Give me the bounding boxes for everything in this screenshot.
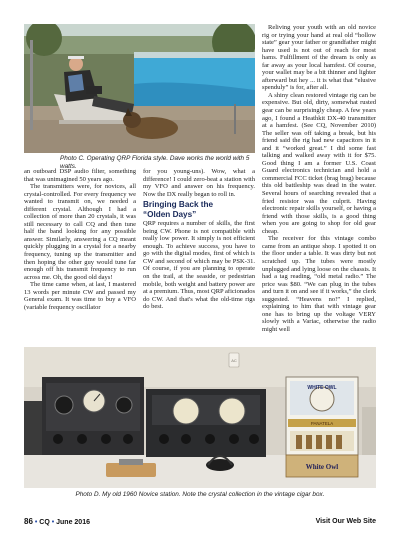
section-heading-line-1: Bringing Back the xyxy=(143,200,214,210)
magazine-name: CQ xyxy=(39,519,50,526)
col-right-para-2: A shiny clean restored vintage rig can be expensive. But old, dirty, somewhat rusted gear can be surprisingly cheap. A few years ago, I found a Heathkit DX-40 transmitter at a hamfest. (See CQ, November 2010) The seller was off taking a break, but his friend said the rig had new capacitors in it and it “worked great.” I did some fast talking and walked away with it for $75. Good thing I am a former U.S. Coast Guard electronics technician and hold a commercial FCC ticket (brag brag) because this old battleship was dead in the water. Several hours of searching revealed that a fried resistor was the culprit. Having electronic repair skills yourself, or having a friend with those skills, is a good thing when you are going to shop for old gear cheap. xyxy=(262,91,376,235)
outlet-label: AC xyxy=(231,358,237,363)
page-number: 86 xyxy=(24,517,33,526)
section-heading xyxy=(143,200,255,219)
body-column-right xyxy=(262,24,376,333)
footer-bullet-1: • xyxy=(34,519,38,526)
col-mid-intro: for you young-uns). Wow, what a difference! I could zero-beat a station with my VFO and answer on his frequency. Now the DX really began to roll in. xyxy=(143,168,255,198)
footer-left xyxy=(24,517,90,528)
footer-bullet-2: • xyxy=(51,519,55,526)
col-mid-body: QRP requires a number of skills, the first being CW. Phone is not compatible with really low power. It simply is not efficient enough. To achieve success, you have to go with the digital modes, first of which is CW and second of which may be PSK-31. Of course, if you are planning to operate on the trail, at the seaside, or pedestrian mobile, both weight and battery power are at a premium. Thus, most QRP aficionados do CW. And that's what the old-time rigs do best. xyxy=(143,220,255,311)
col-right-para-3: The receiver for this vintage combo came from an antique shop. I spotted it on the floor under a table. It was dirty but not scratched up. The tubes were mostly unplugged and lying loose on the chassis. It had a tag reading, “old metal radio.” The price was $80. “We can plug in the tubes and turn it on and see if it works,” the clerk suggested. “Heavens no!” I replied, explaining to him that with vintage gear one has to bring up the voltage VERY slowly with a Variac, otherwise the radio might well xyxy=(262,235,376,333)
photo-d-caption: Photo D. My old 1960 Novice station. Note the crystal collection in the vintage cigar box. xyxy=(75,491,325,498)
section-heading-line-2: “Olden Days” xyxy=(143,209,197,219)
col-left-para-1: an outboard DSP audio filter, something that was unimagined 50 years ago. xyxy=(24,168,136,183)
issue-date: June 2016 xyxy=(56,519,90,526)
footer-website-link[interactable]: Visit Our Web Site xyxy=(315,518,376,525)
photo-c-pool-operator xyxy=(24,24,255,153)
body-column-middle xyxy=(143,168,255,311)
photo-d-image xyxy=(24,347,376,488)
page-footer xyxy=(24,517,376,527)
photo-c-caption: Photo C. Operating QRP Florida style. Dave works the world with 5 watts. xyxy=(60,155,250,170)
col-left-para-3: The time came when, at last, I mastered 13 words per minute CW and passed my General exam. It was time to buy a VFO (variable frequency oscillator xyxy=(24,281,136,311)
cigar-box-front-label: White Owl xyxy=(305,463,339,471)
cigar-box-top-label: WHITE OWL xyxy=(307,385,337,391)
cigar-box-side-label: PANATELA xyxy=(310,421,334,426)
col-right-para-1: Reliving your youth with an old novice rig or trying your hand at real old “hollow state” gear your father or grandfather might have used is not out of reach for most hams. Fulfillment of the dream is only as far away as your local hamfest. Of course, your wallet may be a bit thinner and lighter afterward but hey ... it is what that “elusive spenduly” is for, after all. xyxy=(262,24,376,92)
col-left-para-2: The transmitters were, for novices, all crystal-controlled. For every frequency we wanted to transmit on, we needed a different crystal. Although I had a collection of more than 20 crystals, it was still necessary to call CQ and then tune half the band looking for any possible answer. Similarly, answering a CQ meant quickly plugging in a crystal for a nearby frequency, tuning up the transmitter and then hoping the other guy would tune far enough off his transmit frequency to run across me. Oh, the good old days! xyxy=(24,183,136,281)
photo-d-novice-station xyxy=(24,347,376,488)
photo-c-image xyxy=(24,24,255,153)
body-column-left xyxy=(24,168,136,311)
